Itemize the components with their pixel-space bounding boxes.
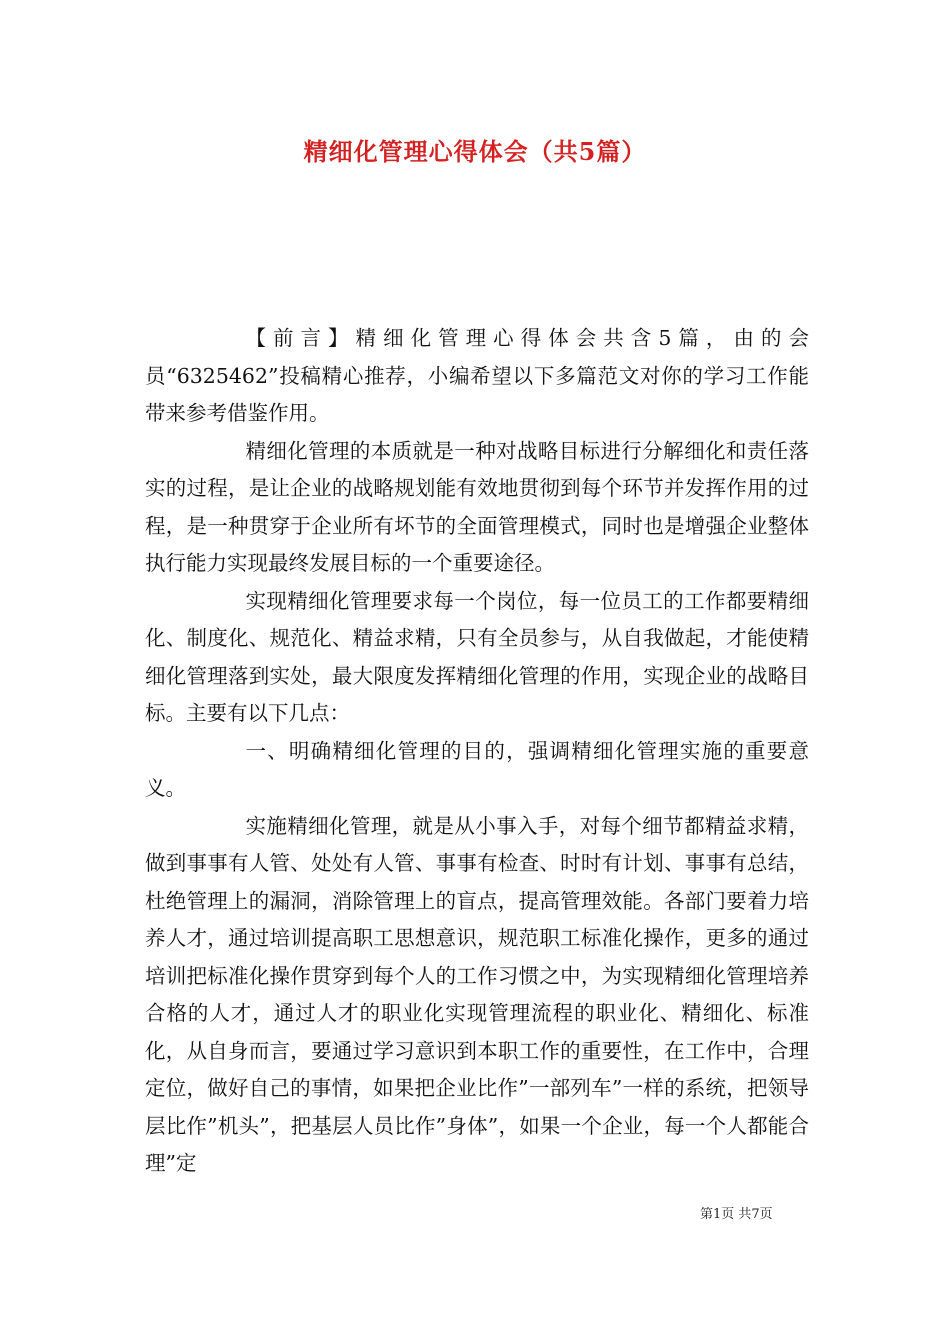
paragraph-implementation: 实施精细化管理，就是从小事入手，对每个细节都精益求精，做到事事有人管、处处有人管、事事有检查、时时有计划、事事有总结，杜绝管理上的漏洞，消除管理上的盲点，提高管理效能。各部门要着力培养人才，通过培训提高职工思想意识，规范职工标准化操作，更多的通过培训把标准化操作贯穿到每个人的工作习惯之中，为实现精细化管理培养合格的人才，通过人才的职业化实现管理流程的职业化、精细化、标准化，从自身而言，要通过学习意识到本职工作的重要性，在工作中，合理定位，做好自己的事情，如果把企业比作”一部列车”一样的系统，把领导层比作”机头”，把基层人员比作”身体”，如果一个企业，每一个人都能合理”定 (145, 813, 809, 1175)
paragraph-requirements: 实现精细化管理要求每一个岗位，每一位员工的工作都要精细化、制度化、规范化、精益求精，只有全员参与，从自我做起，才能使精细化管理落到实处，最大限度发挥精细化管理的作用，实现企业的战略目标。主要有以下几点： (145, 588, 809, 725)
document-body (145, 320, 809, 1183)
paragraph-preface: 【前言】精细化管理心得体会共含5篇，由的会员“6325462”投稿精心推荐，小编希望以下多篇范文对你的学习工作能带来参考借鉴作用。 (145, 326, 809, 425)
document-title: 精细化管理心得体会（共5篇） (303, 137, 647, 166)
paragraph-essence: 精细化管理的本质就是一种对战略目标进行分解细化和责任落实的过程，是让企业的战略规划能有效地贯彻到每个环节并发挥作用的过程，是一种贯穿于企业所有坏节的全面管理模式，同时也是增强企业整体执行能力实现最终发展目标的一个重要途径。 (145, 438, 809, 575)
paragraph-point-one: 一、明确精细化管理的目的，强调精细化管理实施的重要意义。 (145, 738, 809, 800)
page-number: 第1页 共7页 (700, 1207, 773, 1222)
